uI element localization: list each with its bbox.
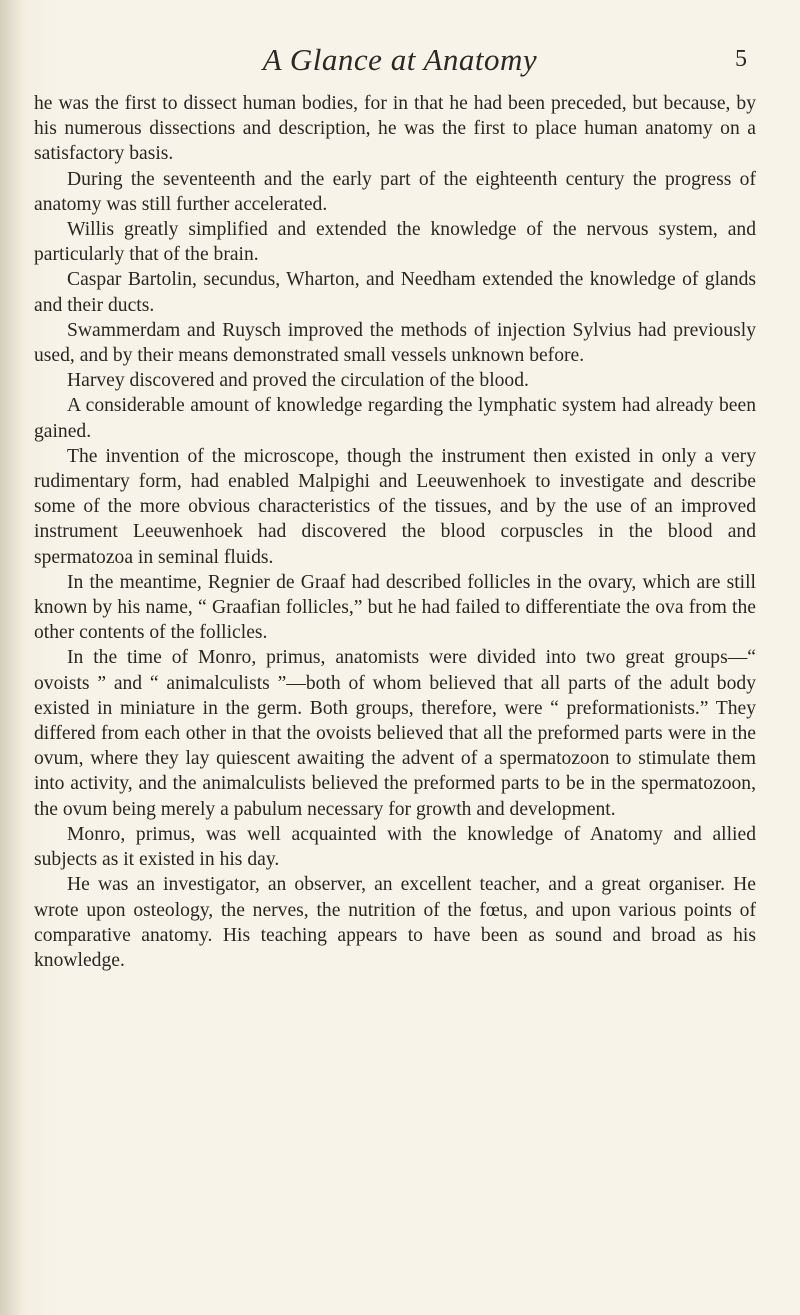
paragraph: The invention of the microscope, though the instrument then existed in only a very rudimentary form, had enabled Malpighi and Leeuwenhoek to investigate and describe some of the more obvious characteristics of the tissues, and by the use of an improved instrument Leeuwenhoek had discovered the blood corpuscles in the blood and spermatozoa in seminal fluids.: [34, 445, 756, 568]
paragraph: In the meantime, Regnier de Graaf had described follicles in the ovary, which are still known by his name, “ Graafian follicles,” but he had failed to differentiate the ova from the other contents of the follicles.: [34, 571, 756, 644]
gutter-shadow: [0, 0, 22, 1315]
paragraph: In the time of Monro, primus, anatomists were divided into two great groups—“ ovoists ” and “ animalculists ”—both of whom believed that all parts of the adult body existed in miniature in the germ. Both groups, therefore, were “ preformationists.” They differed from each other in that the ovoists believed that all the preformed parts were in the ovum, where they lay quiescent awaiting the advent of a spermatozoon to stimulate them into activity, and the animalculists believed the preformed parts to be in the spermatozoon, the ovum being merely a pabulum necessary for growth and development.: [34, 647, 756, 820]
paragraph: he was the first to dissect human bodies, for in that he had been preceded, but because, by his numerous dissections and description, he was the first to place human anatomy on a satisfactory basis.: [34, 93, 756, 165]
paragraph: Swammerdam and Ruysch improved the methods of injection Sylvius had previously used, and by their means demonstrated small vessels unknown before.: [34, 319, 756, 367]
paragraph: Harvey discovered and proved the circulation of the blood.: [67, 370, 529, 392]
body-text: [34, 91, 756, 973]
running-head: [0, 42, 800, 82]
paragraph: Monro, primus, was well acquainted with the knowledge of Anatomy and allied subjects as it existed in his day.: [34, 823, 756, 871]
paragraph: During the seventeenth and the early part of the eighteenth century the progress of anatomy was still further accelerated.: [34, 168, 756, 215]
page-number: 5: [735, 46, 747, 72]
running-title: A Glance at Anatomy: [262, 42, 538, 77]
paragraph: Caspar Bartolin, secundus, Wharton, and Needham extended the knowledge of glands and their ducts.: [34, 269, 756, 316]
paragraph: Willis greatly simplified and extended the knowledge of the nervous system, and particularly that of the brain.: [34, 219, 756, 266]
paragraph: A considerable amount of knowledge regarding the lymphatic system had already been gained.: [34, 395, 756, 442]
paragraph: He was an investigator, an observer, an excellent teacher, and a great organiser. He wrote upon osteology, the nerves, the nutrition of the fœtus, and upon various points of comparative anatomy. His teaching appears to have been as sound and broad as his knowledge.: [34, 874, 756, 971]
